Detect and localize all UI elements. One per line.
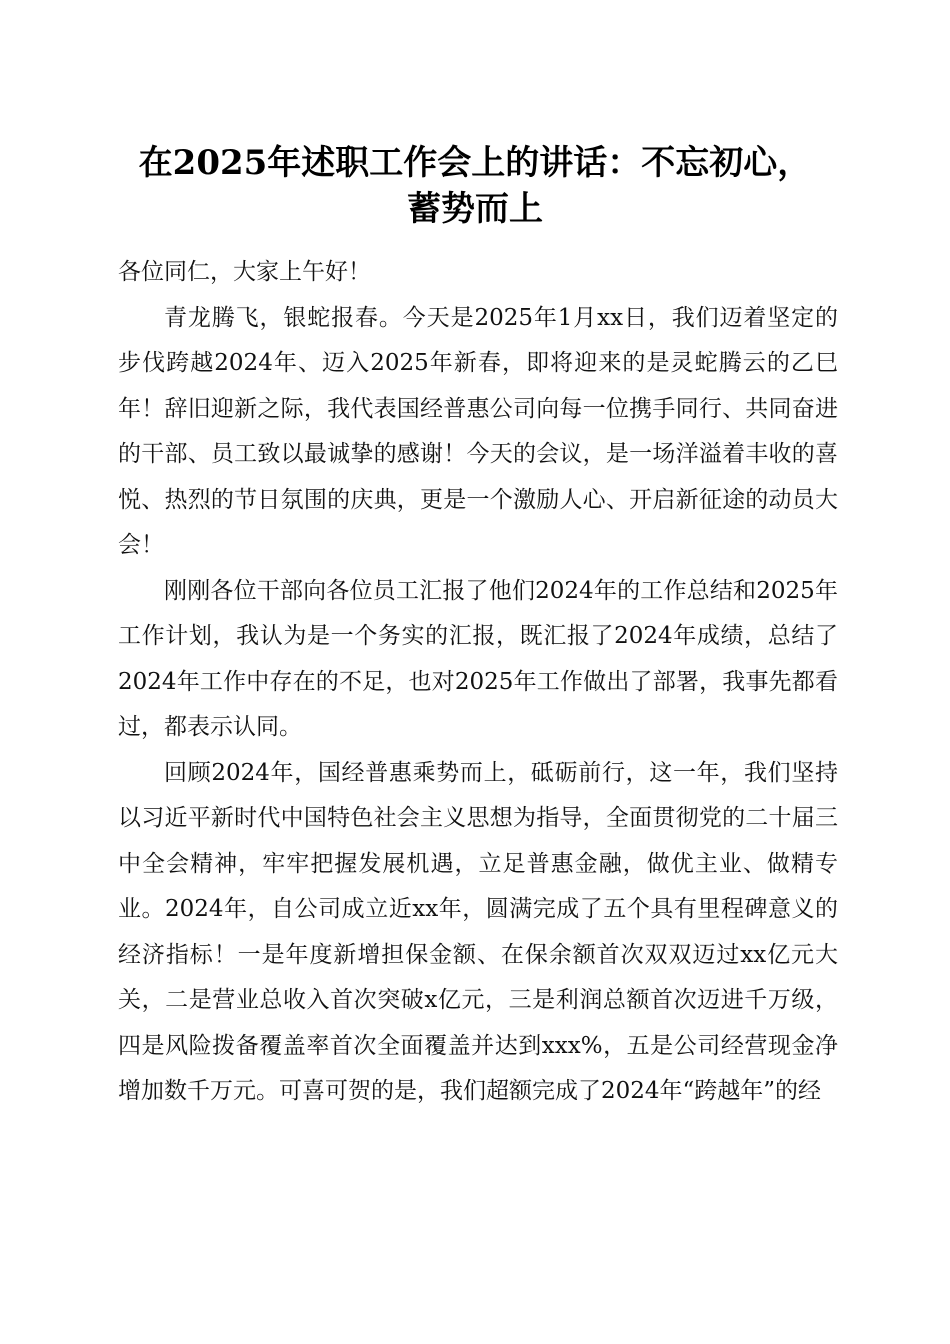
paragraph-2: 刚刚各位干部向各位员工汇报了他们2024年的工作总结和2025年工作计划，我认为是一个务实的汇报，既汇报了2024年成绩，总结了2024年工作中存在的不足，也对2025年工作做出了部署，我事先都看过，都表示认同。 <box>118 577 838 740</box>
title-line-1: 在2025年述职工作会上的讲话：不忘初心， <box>138 143 812 183</box>
paragraph-3: 回顾2024年，国经普惠乘势而上，砥砺前行，这一年，我们坚持以习近平新时代中国特色社会主义思想为指导，全面贯彻党的二十届三中全会精神，牢牢把握发展机遇，立足普惠金融，做优主业、做精专业。2024年，自公司成立近xx年，圆满完成了五个具有里程碑意义的经济指标！一是年度新增担保金额、在保余额首次双双迈过xx亿元大关，二是营业总收入首次突破x亿元，三是利润总额首次迈进千万级，四是风险拨备覆盖率首次全面覆盖并达到xxx%，五是公司经营现金净增加数千万元。可喜可贺的是，我们超额完成了2024年“跨越年”的经 <box>118 759 838 1104</box>
greeting: 各位同仁，大家上午好！ <box>118 259 371 285</box>
title-line-2: 蓄势而上 <box>407 189 543 229</box>
paragraph-1: 青龙腾飞，银蛇报春。今天是2025年1月xx日，我们迈着坚定的步伐跨越2024年、迈入2025年新春，即将迎来的是灵蛇腾云的乙巳年！辞旧迎新之际，我代表国经普惠公司向每一位携手同行、共同奋进的干部、员工致以最诚挚的感谢！今天的会议，是一场洋溢着丰收的喜悦、热烈的节日氛围的庆典，更是一个激励人心、开启新征途的动员大会！ <box>118 304 838 558</box>
document-body <box>118 250 838 1115</box>
document-title <box>100 140 850 232</box>
